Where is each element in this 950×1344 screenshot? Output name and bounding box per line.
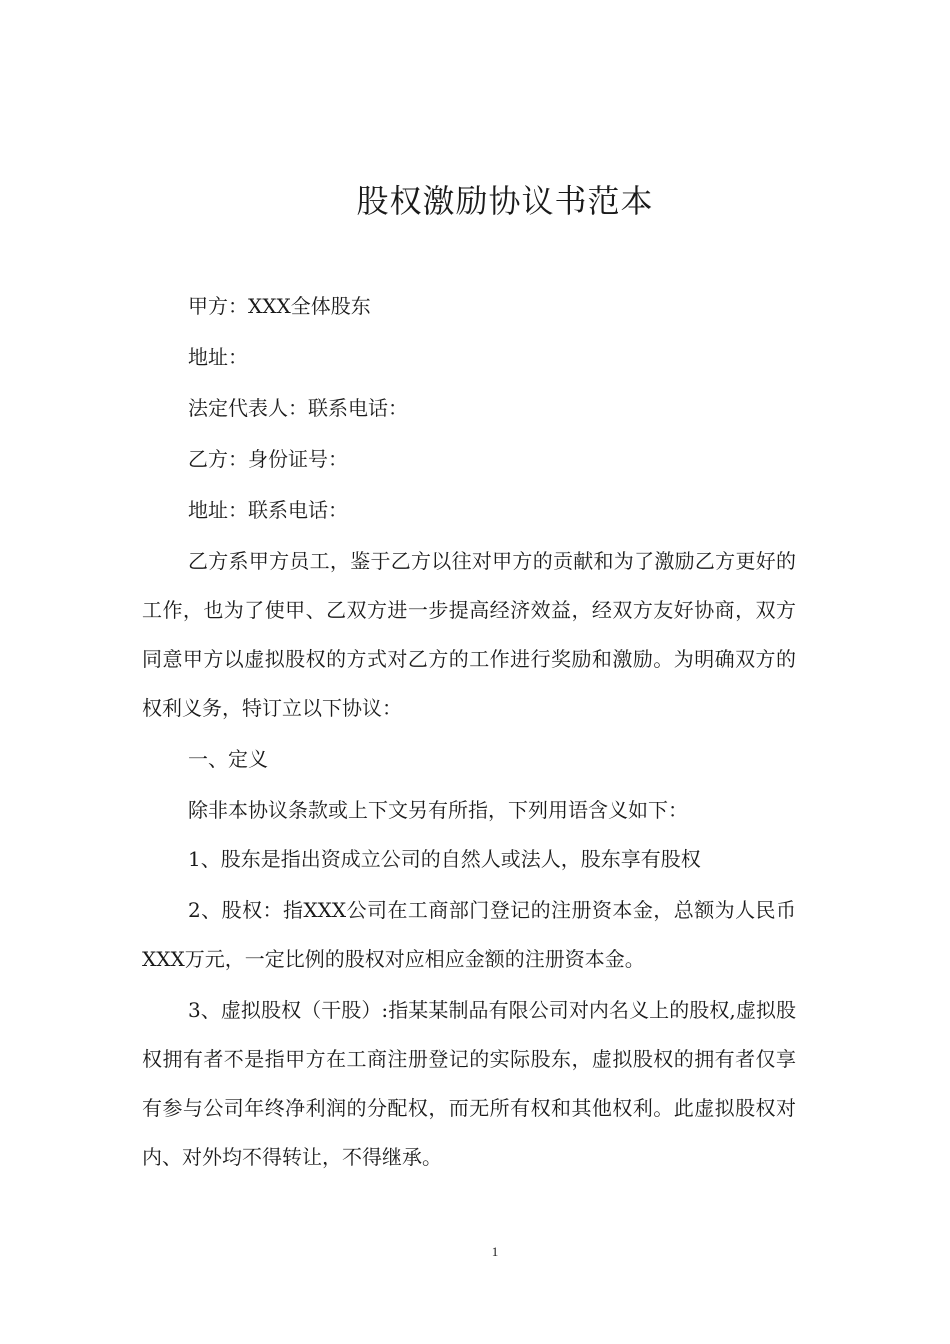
party-b-line: 乙方：身份证号： (188, 447, 348, 471)
definition-item: 3、虚拟股权（干股）:指某某制品有限公司对内名义上的股权,虚拟股权拥有者不是指甲方在工商注册登记的实际股东，虚拟股权的拥有者仅享有参与公司年终净利润的分配权，而无所有权和其他权利。此虚拟股权对内、对外均不得转让，不得继承。 (142, 998, 796, 1169)
definition-item: 2、股权：指XXX公司在工商部门登记的注册资本金，总额为人民币XXX万元，一定比例的股权对应相应金额的注册资本金。 (142, 898, 796, 971)
party-a-representative-line: 法定代表人：联系电话： (188, 396, 408, 420)
party-b-address-line: 地址：联系电话： (188, 498, 348, 522)
document-body (142, 282, 796, 1182)
section-intro: 除非本协议条款或上下文另有所指，下列用语含义如下： (188, 798, 688, 822)
party-a-address-line: 地址： (188, 345, 248, 369)
section-heading: 一、定义 (188, 747, 268, 771)
party-a-line: 甲方：XXX全体股东 (188, 294, 371, 318)
definition-item: 1、股东是指出资成立公司的自然人或法人，股东享有股权 (188, 847, 701, 871)
document-title: 股权激励协议书范本 (356, 182, 654, 220)
page-number: 1 (491, 1244, 499, 1259)
preamble-paragraph: 乙方系甲方员工，鉴于乙方以往对甲方的贡献和为了激励乙方更好的工作，也为了使甲、乙双方进一步提高经济效益，经双方友好协商，双方同意甲方以虚拟股权的方式对乙方的工作进行奖励和激励。为明确双方的权利义务，特订立以下协议： (142, 549, 796, 720)
